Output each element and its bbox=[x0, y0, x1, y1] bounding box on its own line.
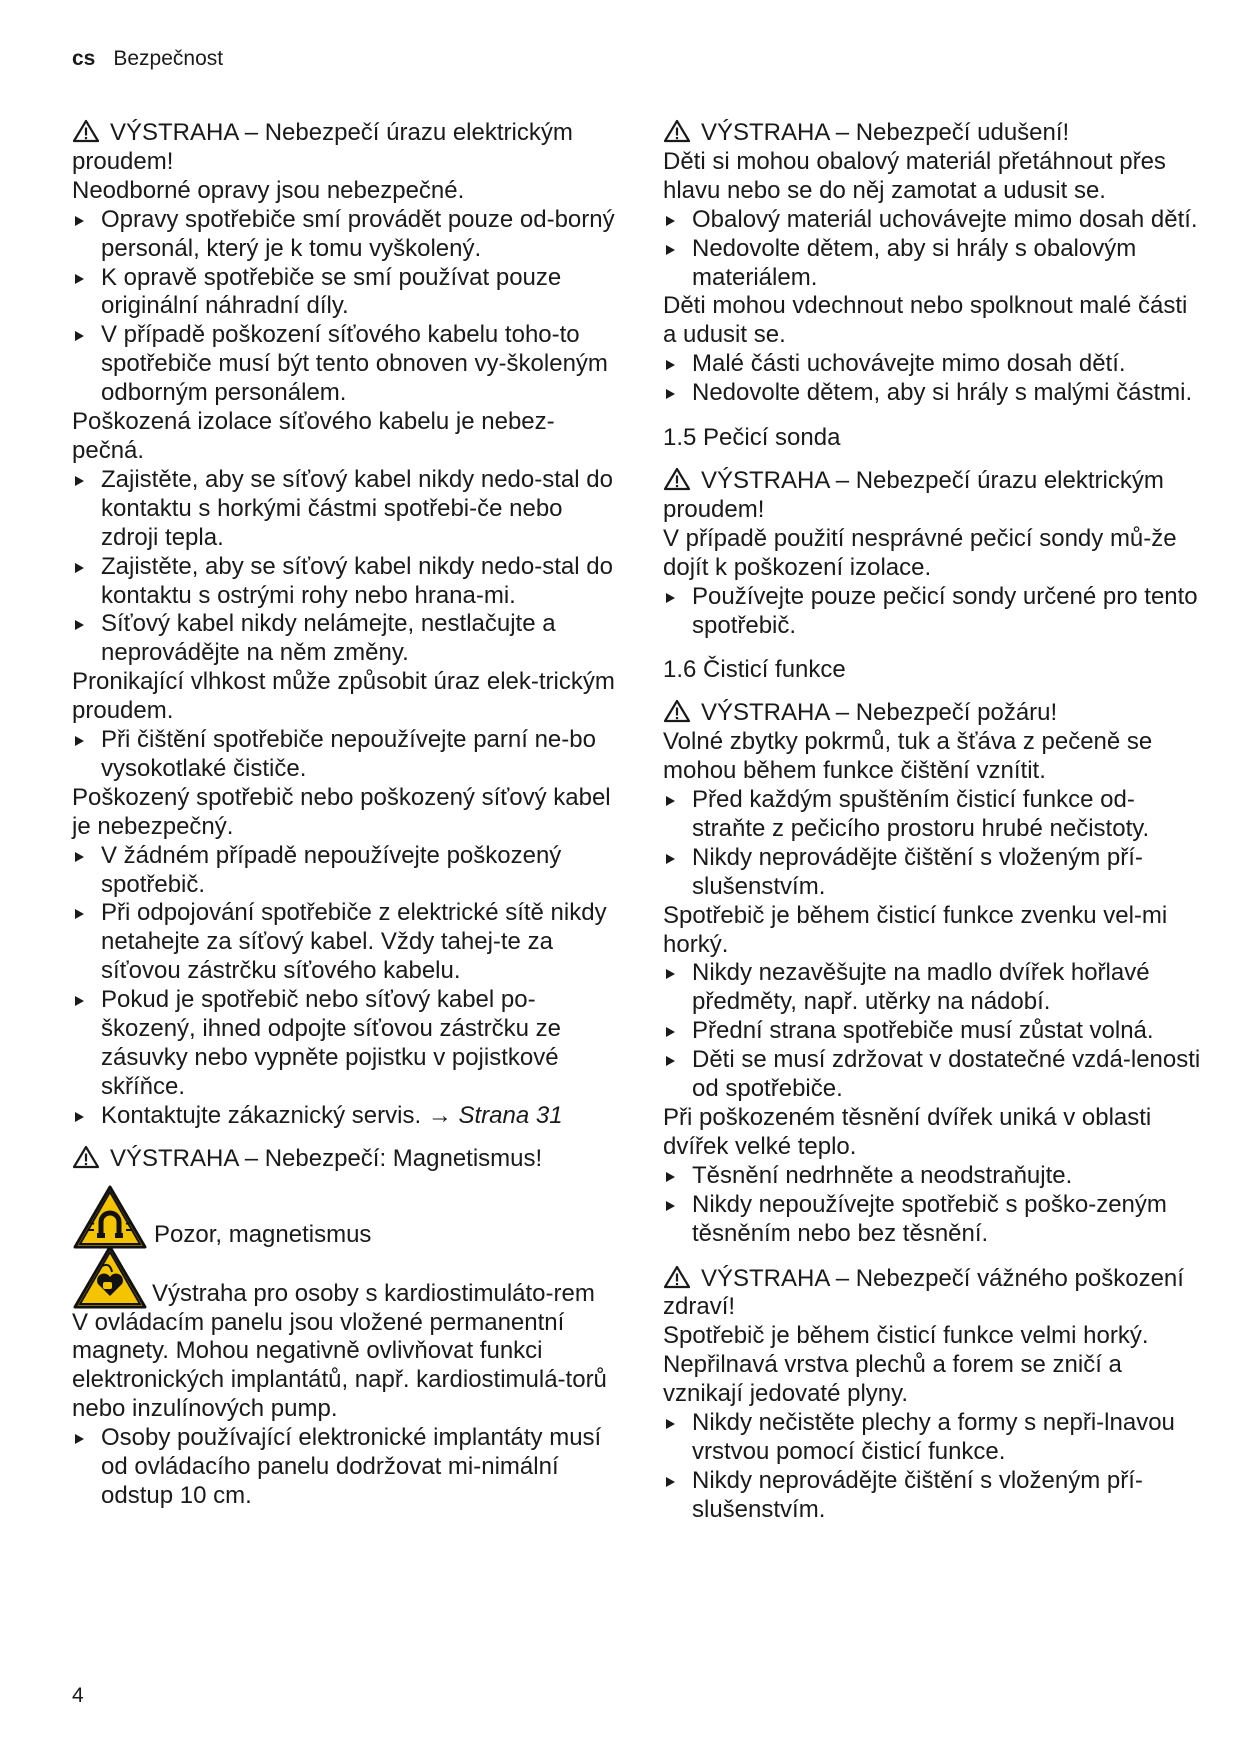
bullet-list bbox=[72, 1424, 617, 1511]
list-item: Nikdy neprovádějte čištění s vloženým pří-slušenstvím. bbox=[663, 1467, 1203, 1525]
page-number: 4 bbox=[72, 1684, 84, 1707]
warning-title: VÝSTRAHA – Nebezpečí požáru! bbox=[701, 699, 1058, 727]
bullet-list bbox=[663, 786, 1203, 902]
list-item: Nikdy nečistěte plechy a formy s nepři-lnavou vrstvou pomocí čisticí funkce. bbox=[663, 1409, 1203, 1467]
warning-magnetism bbox=[72, 1145, 617, 1174]
bullet-list bbox=[663, 350, 1203, 408]
list-item: Těsnění nedrhněte a neodstraňujte. bbox=[663, 1162, 1203, 1191]
list-item bbox=[72, 1102, 617, 1131]
warning-title: VÝSTRAHA – Nebezpečí vážného poškození zdraví! bbox=[663, 1264, 1184, 1321]
list-item: Zajistěte, aby se síťový kabel nikdy nedo-stal do kontaktu s horkými částmi spotřebi-če nebo zdroji tepla. bbox=[72, 466, 617, 553]
bullet-list bbox=[72, 466, 617, 668]
list-item: Síťový kabel nikdy nelámejte, nestlačujte a neprovádějte na něm změny. bbox=[72, 610, 617, 668]
list-item: Nikdy neprovádějte čištění s vloženým pří-slušenstvím. bbox=[663, 844, 1203, 902]
warning-title: VÝSTRAHA – Nebezpečí úrazu elektrickým proudem! bbox=[663, 466, 1164, 523]
paragraph: Poškozený spotřebič nebo poškozený síťový kabel je nebezpečný. bbox=[72, 783, 611, 840]
language-code: cs bbox=[72, 47, 96, 70]
magnetism-sign-row bbox=[72, 1184, 617, 1250]
warning-title: VÝSTRAHA – Nebezpečí udušení! bbox=[701, 119, 1070, 146]
paragraph: Spotřebič je během čisticí funkce zvenku vel-mi horký. bbox=[663, 901, 1168, 958]
paragraph: V případě použití nesprávné pečicí sondy mů-že dojít k poškození izolace. bbox=[663, 524, 1177, 581]
warning-suffocation bbox=[663, 119, 1203, 148]
paragraph: Děti si mohou obalový materiál přetáhnout přes hlavu nebo se do něj zamotat a udusit se. bbox=[663, 147, 1166, 204]
paragraph: Poškozená izolace síťového kabelu je nebez-pečná. bbox=[72, 408, 555, 464]
list-item: Nikdy nepoužívejte spotřebič s poško-zeným těsněním nebo bez těsnění. bbox=[663, 1191, 1203, 1249]
bullet-list bbox=[72, 726, 617, 784]
list-item-text: Kontaktujte zákaznický servis. bbox=[101, 1101, 422, 1129]
list-item: Přední strana spotřebiče musí zůstat volná. bbox=[663, 1017, 1203, 1046]
list-item: Nedovolte dětem, aby si hrály s obalovým materiálem. bbox=[663, 235, 1203, 293]
list-item: K opravě spotřebiče se smí používat pouze originální náhradní díly. bbox=[72, 264, 617, 322]
page-header bbox=[72, 44, 223, 74]
list-item: Před každým spuštěním čisticí funkce od-straňte z pečicího prostoru hrubé nečistoty. bbox=[663, 786, 1203, 844]
list-item: Používejte pouze pečicí sondy určené pro tento spotřebič. bbox=[663, 583, 1203, 641]
warning-title: VÝSTRAHA – Nebezpečí úrazu elektrickým proudem! bbox=[72, 119, 573, 175]
list-item: Nedovolte dětem, aby si hrály s malými částmi. bbox=[663, 379, 1203, 408]
warning-triangle-icon bbox=[663, 1265, 691, 1289]
section-heading-1-6: 1.6 Čisticí funkce bbox=[663, 656, 846, 684]
list-item: Při čištění spotřebiče nepoužívejte parní ne-bo vysokotlaké čističe. bbox=[72, 726, 617, 784]
paragraph: Neodborné opravy jsou nebezpečné. bbox=[72, 176, 465, 204]
list-item: Opravy spotřebiče smí provádět pouze od-borný personál, který je k tomu vyškolený. bbox=[72, 206, 617, 264]
warning-fire bbox=[663, 699, 1203, 728]
list-item: Nikdy nezavěšujte na madlo dvířek hořlavé předměty, např. utěrky na nádobí. bbox=[663, 959, 1203, 1017]
paragraph: V ovládacím panelu jsou vložené permanentní magnety. Mohou negativně ovlivňovat funkci elektronických implantátů, např. kardiostimulá-torů nebo inzulínových pump. bbox=[72, 1308, 607, 1423]
list-item: V žádném případě nepoužívejte poškozený spotřebič. bbox=[72, 842, 617, 900]
bullet-list bbox=[663, 583, 1203, 641]
sign-caption: Výstraha pro osoby s kardiostimuláto-rem bbox=[152, 1279, 595, 1307]
warning-health-damage bbox=[663, 1265, 1203, 1323]
paragraph: Při poškozeném těsnění dvířek uniká v oblasti dvířek velké teplo. bbox=[663, 1104, 1152, 1160]
paragraph: Volné zbytky pokrmů, tuk a šťáva z pečeně se mohou během funkce čištění vznítit. bbox=[663, 728, 1153, 785]
magnet-warning-icon bbox=[72, 1184, 148, 1250]
right-column bbox=[663, 119, 1203, 1525]
bullet-list bbox=[663, 206, 1203, 293]
list-item: Obalový materiál uchovávejte mimo dosah dětí. bbox=[663, 206, 1203, 235]
bullet-list bbox=[663, 1409, 1203, 1525]
paragraph: Spotřebič je během čisticí funkce velmi horký. Nepřilnavá vrstva plechů a forem se zničí a vznikají jedovaté plyny. bbox=[663, 1322, 1149, 1408]
warning-electric-shock bbox=[72, 119, 617, 177]
bullet-list bbox=[72, 842, 617, 1131]
paragraph: Děti mohou vdechnout nebo spolknout malé části a udusit se. bbox=[663, 292, 1188, 349]
bullet-list bbox=[663, 959, 1203, 1104]
warning-electric-shock-probe bbox=[663, 467, 1203, 525]
list-item: Zajistěte, aby se síťový kabel nikdy nedo-stal do kontaktu s ostrými rohy nebo hrana-mi. bbox=[72, 553, 617, 611]
warning-title: VÝSTRAHA – Nebezpečí: Magnetismus! bbox=[110, 1144, 543, 1172]
warning-triangle-icon bbox=[663, 467, 691, 491]
warning-triangle-icon bbox=[663, 119, 691, 143]
warning-triangle-icon bbox=[72, 1145, 100, 1169]
bullet-list bbox=[72, 206, 617, 408]
sign-caption: Pozor, magnetismus bbox=[154, 1220, 372, 1248]
list-item: V případě poškození síťového kabelu toho-to spotřebiče musí být tento obnoven vy-školeným odborným personálem. bbox=[72, 321, 617, 408]
warning-triangle-icon bbox=[663, 699, 691, 723]
section-heading-1-5: 1.5 Pečicí sonda bbox=[663, 424, 841, 452]
list-item: Malé části uchovávejte mimo dosah dětí. bbox=[663, 350, 1203, 379]
section-title: Bezpečnost bbox=[113, 47, 224, 70]
warning-triangle-icon bbox=[72, 119, 100, 143]
list-item: Pokud je spotřebič nebo síťový kabel po-škozený, ihned odpojte síťovou zástrčku ze zásuvky nebo vypněte pojistku v pojistkové skříňce. bbox=[72, 986, 617, 1102]
paragraph: Pronikající vlhkost může způsobit úraz elek-trickým proudem. bbox=[72, 668, 615, 725]
left-column bbox=[72, 119, 617, 1511]
page-reference-link[interactable]: → Strana 31 bbox=[427, 1101, 563, 1129]
pacemaker-warning-icon bbox=[72, 1244, 148, 1310]
list-item: Děti se musí zdržovat v dostatečné vzdá-lenosti od spotřebiče. bbox=[663, 1046, 1203, 1104]
list-item: Při odpojování spotřebiče z elektrické sítě nikdy netahejte za síťový kabel. Vždy tahej-te za síťovou zástrčku síťového kabelu. bbox=[72, 899, 617, 986]
list-item: Osoby používající elektronické implantáty musí od ovládacího panelu dodržovat mi-nimální odstup 10 cm. bbox=[72, 1424, 617, 1511]
bullet-list bbox=[663, 1162, 1203, 1249]
